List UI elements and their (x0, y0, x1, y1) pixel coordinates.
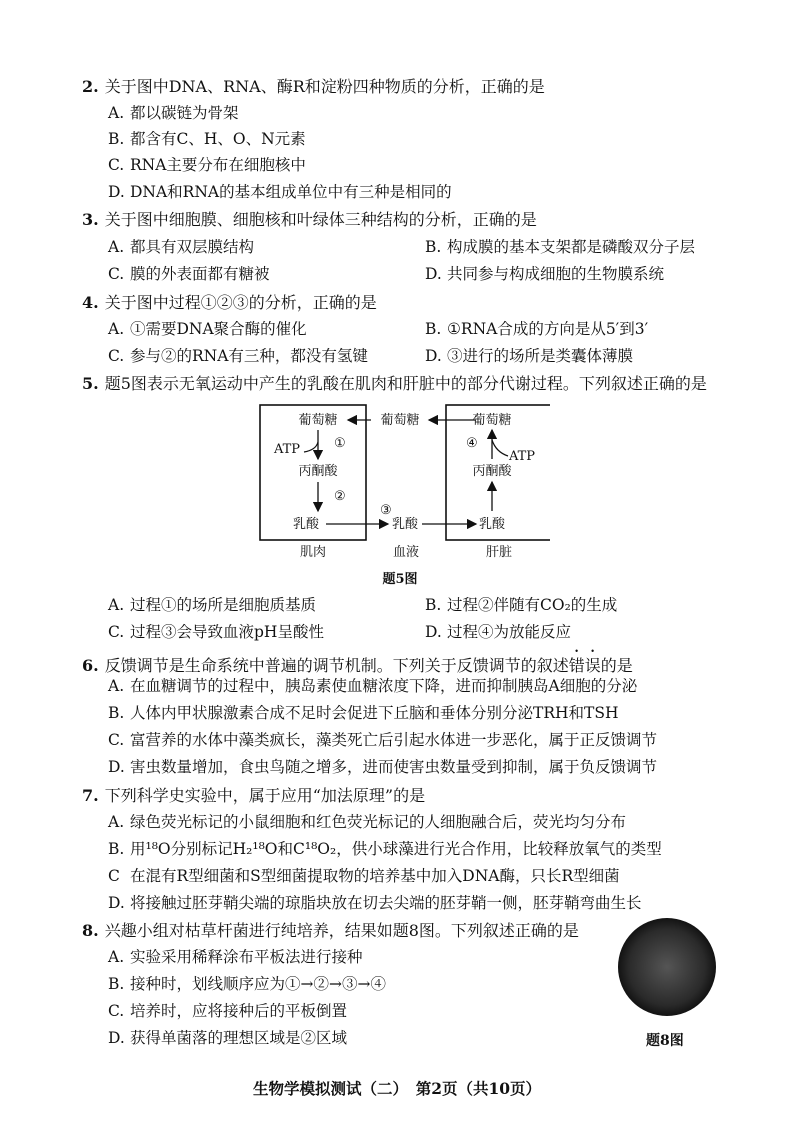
liver-pyruvate: 丙酮酸 (472, 464, 512, 479)
muscle-atp: ATP (273, 442, 301, 457)
liver-lactate: 乳酸 (478, 517, 506, 532)
q8-option-a: A. 实验采用稀释涂布平板法进行接种 (108, 948, 363, 966)
q5-option-b: B. 过程②伴随有CO₂的生成 (425, 596, 618, 614)
q3-option-b: B. 构成膜的基本支架都是磷酸双分子层 (425, 238, 696, 256)
q4-option-d: D. ③进行的场所是类囊体薄膜 (425, 347, 634, 365)
liver-atp: ATP (508, 449, 536, 464)
step-2-label: ② (334, 489, 346, 504)
emphasis-word: 错误 (568, 656, 601, 675)
question-4-stem: 4. 关于图中过程①②③的分析，正确的是 (82, 293, 377, 312)
step-4-label: ④ (466, 436, 478, 451)
q5-option-c: C. 过程③会导致血液pH呈酸性 (108, 623, 324, 641)
q7-option-b: B. 用¹⁸O分别标记H₂¹⁸O和C¹⁸O₂，供小球藻进行光合作用，比较释放氧气的类型 (108, 840, 662, 858)
liver-atp-branch (492, 440, 508, 456)
q5-option-a: A. 过程①的场所是细胞质基质 (108, 596, 317, 614)
question-3-stem: 3. 关于图中细胞膜、细胞核和叶绿体三种结构的分析，正确的是 (82, 210, 537, 229)
q8-option-b: B. 接种时，划线顺序应为①→②→③→④ (108, 975, 386, 993)
petri-dish-photo (618, 918, 716, 1016)
blood-lactate: 乳酸 (391, 517, 419, 532)
muscle-glucose: 葡萄糖 (298, 413, 338, 428)
q2-option-b: B. 都含有C、H、O、N元素 (108, 130, 306, 148)
q7-option-c: C 在混有R型细菌和S型细菌提取物的培养基中加入DNA酶，只长R型细菌 (108, 867, 620, 885)
q3-option-a: A. 都具有双层膜结构 (108, 238, 255, 256)
page-footer: 生物学模拟测试（二） 第2页（共10页） (252, 1079, 542, 1098)
q8-option-d: D. 获得单菌落的理想区域是②区域 (108, 1029, 348, 1047)
blood-glucose: 葡萄糖 (380, 413, 420, 428)
stem-text: 关于图中DNA、RNA、酶R和淀粉四种物质的分析，正确的是 (104, 77, 545, 96)
question-6-stem: 6. 反馈调节是生命系统中普遍的调节机制。下列关于反馈调节的叙述错误的是 (82, 656, 633, 675)
muscle-pyruvate: 丙酮酸 (298, 464, 338, 479)
figure-5-diagram (250, 400, 550, 590)
q2-option-c: C. RNA主要分布在细胞核中 (108, 156, 306, 174)
question-7-stem: 7. 下列科学史实验中，属于应用“加法原理”的是 (82, 786, 426, 805)
figure-5-caption: 题5图 (382, 572, 418, 587)
question-8-stem: 8. 兴趣小组对枯草杆菌进行纯培养，结果如题8图。下列叙述正确的是 (82, 921, 579, 940)
q6-option-b: B. 人体内甲状腺激素合成不足时会促进下丘脑和垂体分别分泌TRH和TSH (108, 704, 619, 722)
liver-glucose: 葡萄糖 (472, 413, 512, 428)
q3-option-c: C. 膜的外表面都有糖被 (108, 265, 270, 283)
atp-branch (304, 442, 318, 452)
q2-option-a: A. 都以碳链为骨架 (108, 104, 239, 122)
step-1-label: ① (334, 436, 346, 451)
q6-option-d: D. 害虫数量增加，食虫鸟随之增多，进而使害虫数量受到抑制，属于负反馈调节 (108, 758, 658, 776)
step-3-label: ③ (380, 503, 392, 518)
q6-option-a: A. 在血糖调节的过程中，胰岛素使血糖浓度下降，进而抑制胰岛A细胞的分泌 (108, 677, 638, 695)
question-number: 2. (82, 77, 99, 96)
label-liver: 肝脏 (485, 545, 513, 560)
q4-option-b: B. ①RNA合成的方向是从5′到3′ (425, 320, 649, 338)
label-muscle: 肌肉 (299, 545, 327, 560)
q8-option-c: C. 培养时，应将接种后的平板倒置 (108, 1002, 348, 1020)
question-2-stem (82, 74, 545, 97)
q2-option-d: D. DNA和RNA的基本组成单位中有三种是相同的 (108, 183, 452, 201)
figure-8-caption: 题8图 (646, 1033, 684, 1049)
q7-option-d: D. 将接触过胚芽鞘尖端的琼脂块放在切去尖端的胚芽鞘一侧，胚芽鞘弯曲生长 (108, 894, 642, 912)
muscle-lactate: 乳酸 (292, 517, 320, 532)
q4-option-a: A. ①需要DNA聚合酶的催化 (108, 320, 307, 338)
q6-option-c: C. 富营养的水体中藻类疯长，藻类死亡后引起水体进一步恶化，属于正反馈调节 (108, 731, 658, 749)
q7-option-a: A. 绿色荧光标记的小鼠细胞和红色荧光标记的人细胞融合后，荧光均匀分布 (108, 813, 627, 831)
label-blood: 血液 (392, 545, 420, 560)
q5-option-d: D. 过程④为放能反应 (425, 623, 572, 641)
q3-option-d: D. 共同参与构成细胞的生物膜系统 (425, 265, 665, 283)
q4-option-c: C. 参与②的RNA有三种，都没有氢键 (108, 347, 368, 365)
question-5-stem: 5. 题5图表示无氧运动中产生的乳酸在肌肉和肝脏中的部分代谢过程。下列叙述正确的是 (82, 374, 707, 393)
